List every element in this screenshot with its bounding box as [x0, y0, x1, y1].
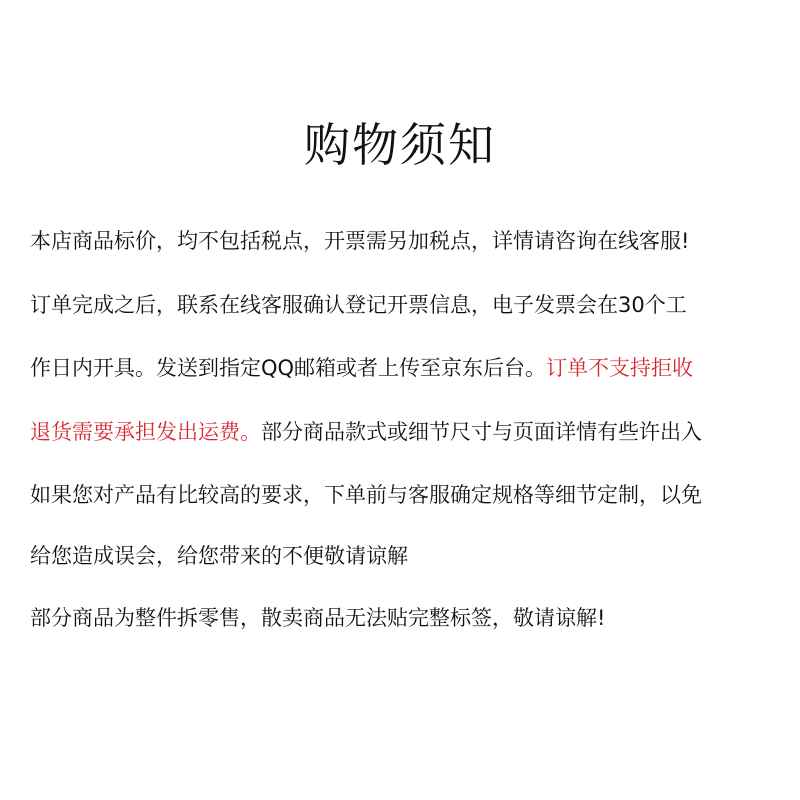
- notice-line-3-highlight: 订单不支持拒收: [546, 356, 694, 380]
- notice-line-7-text: 部分商品为整件拆零售，散卖商品无法贴完整标签，敬请谅解!: [30, 606, 606, 630]
- notice-line-4-highlight: 退货需要承担发出运费。: [30, 420, 261, 444]
- notice-line-5: [30, 480, 790, 510]
- notice-line-2-text: 订单完成之后，联系在线客服确认登记开票信息，电子发票会在30个工: [30, 293, 687, 317]
- page-title: 购物须知: [304, 118, 496, 172]
- notice-line-7: [30, 603, 790, 633]
- notice-line-1-text: 本店商品标价，均不包括税点，开票需另加税点，详情请咨询在线客服!: [30, 229, 690, 253]
- notice-line-1: [30, 226, 790, 256]
- notice-line-5-text: 如果您对产品有比较高的要求，下单前与客服确定规格等细节定制，以免: [30, 483, 702, 507]
- notice-line-6-text: 给您造成误会，给您带来的不便敬请谅解: [30, 544, 408, 568]
- notice-line-6: [30, 541, 790, 571]
- notice-line-3-text: 作日内开具。发送到指定QQ邮箱或者上传至京东后台。: [30, 356, 547, 380]
- notice-line-3: [30, 353, 790, 383]
- notice-line-2: [30, 290, 790, 320]
- notice-line-4: [30, 417, 790, 447]
- notice-line-4-text: 部分商品款式或细节尺寸与页面详情有些许出入: [261, 420, 702, 444]
